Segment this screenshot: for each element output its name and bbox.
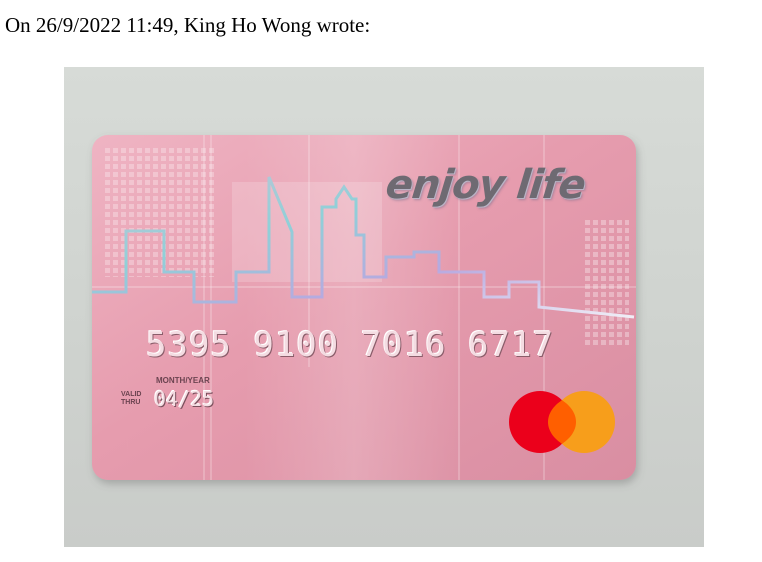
quote-header: On 26/9/2022 11:49, King Ho Wong wrote: [5, 13, 371, 37]
month-year-label: MONTH/YEAR [156, 376, 210, 385]
valid-thru-label: VALID THRU [121, 391, 142, 406]
mastercard-logo [509, 391, 615, 453]
card-brand-text: enjoy life [383, 162, 588, 208]
card-grid-pattern-right [584, 217, 629, 347]
card-number: 5395 9100 7016 6717 [146, 325, 554, 365]
card-illustration [64, 67, 704, 547]
hologram-panel [232, 182, 382, 282]
card-expiry: 04/25 [154, 387, 215, 411]
card-grid-pattern-left [104, 147, 214, 277]
attached-card-photo[interactable] [64, 67, 704, 547]
